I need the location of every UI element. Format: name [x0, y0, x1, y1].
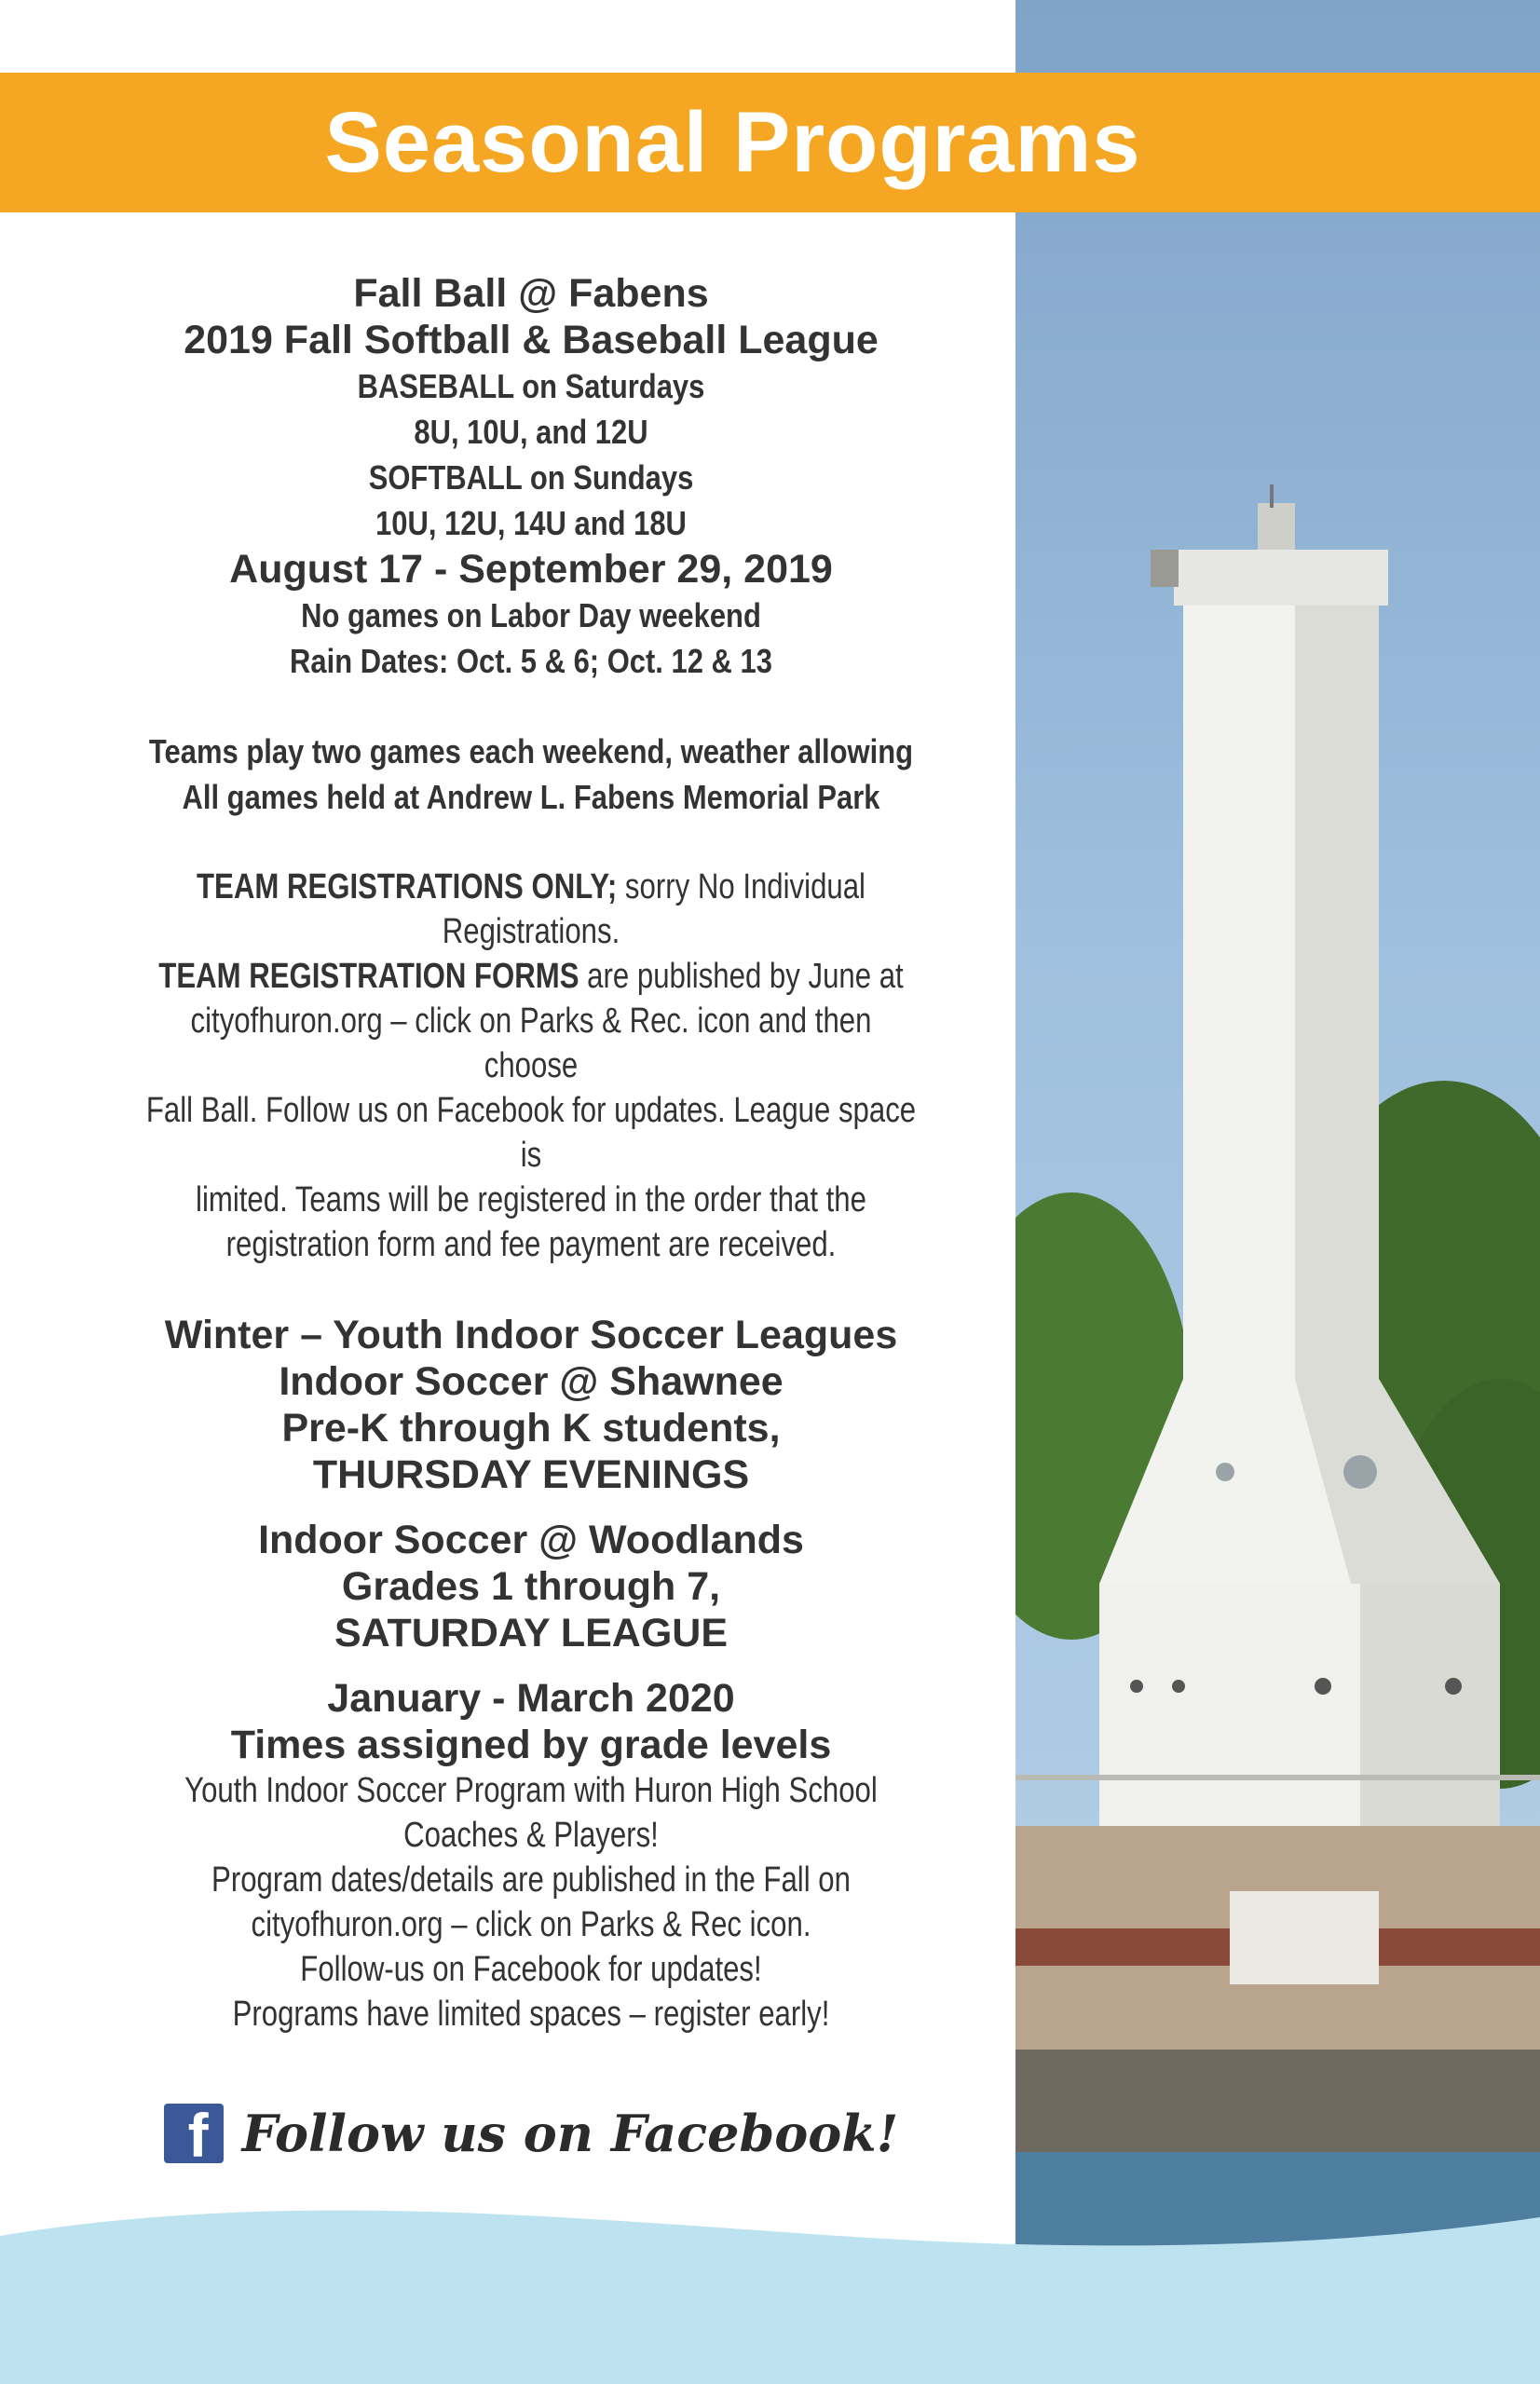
shawnee-grades: Pre-K through K students, [281, 1406, 781, 1451]
shawnee-title: Indoor Soccer @ Shawnee [279, 1359, 784, 1404]
baseball-ages: 8U, 10U, and 12U [414, 413, 648, 451]
baseball-day: BASEBALL on Saturdays [357, 367, 705, 405]
registration-line-5: limited. Teams will be registered in the order that the [196, 1180, 866, 1219]
registration-line-3: cityofhuron.org – click on Parks & Rec. icon and then choose [190, 1001, 872, 1085]
shawnee-day: THURSDAY EVENINGS [312, 1452, 750, 1497]
soccer-times: Times assigned by grade levels [230, 1723, 832, 1767]
program-details [56, 270, 1006, 2163]
woodlands-grades: Grades 1 through 7, [341, 1564, 721, 1609]
soccer-info-5: Follow-us on Facebook for updates! [300, 1950, 762, 1989]
page-title: Seasonal Programs [324, 94, 1141, 190]
bottom-wave [0, 2180, 1540, 2384]
team-registrations-only: TEAM REGISTRATIONS ONLY; [197, 867, 618, 906]
no-games-note: No games on Labor Day weekend [301, 596, 761, 634]
woodlands-day: SATURDAY LEAGUE [334, 1611, 729, 1655]
facebook-icon[interactable]: f [164, 2104, 224, 2163]
team-registration-forms: TEAM REGISTRATION FORMS [158, 957, 579, 996]
registration-line-2: TEAM REGISTRATION FORMS are published by June at [158, 957, 904, 996]
registration-line-6: registration form and fee payment are received. [225, 1225, 837, 1264]
woodlands-title: Indoor Soccer @ Woodlands [258, 1518, 804, 1562]
facebook-follow-text[interactable]: Follow us on Facebook! [241, 2104, 899, 2163]
soccer-info-4: cityofhuron.org – click on Parks & Rec icon. [251, 1905, 811, 1944]
winter-soccer-title: Winter – Youth Indoor Soccer Leagues [164, 1313, 898, 1357]
registration-line-4: Fall Ball. Follow us on Facebook for updates. League space is [145, 1091, 917, 1175]
soccer-info-2: Coaches & Players! [403, 1816, 659, 1855]
soccer-info-6: Programs have limited spaces – register early! [232, 1995, 830, 2034]
softball-ages: 10U, 12U, 14U and 18U [375, 504, 687, 542]
lighthouse-photo [1015, 0, 1540, 2384]
soccer-info-3: Program dates/details are published in the Fall on [211, 1860, 851, 1900]
soccer-dates: January - March 2020 [327, 1676, 735, 1721]
facebook-follow[interactable] [56, 2104, 1006, 2163]
park-location: All games held at Andrew L. Fabens Memorial Park [182, 778, 880, 816]
fall-ball-league: 2019 Fall Softball & Baseball League [184, 318, 879, 362]
softball-day: SOFTBALL on Sundays [368, 458, 694, 497]
soccer-info-1: Youth Indoor Soccer Program with Huron High School [184, 1771, 878, 1810]
fall-ball-title: Fall Ball @ Fabens [353, 271, 709, 316]
header-banner [0, 73, 1540, 212]
weekend-games-note: Teams play two games each weekend, weather allowing [148, 732, 914, 770]
fall-ball-dates: August 17 - September 29, 2019 [229, 547, 833, 592]
registration-line-1: TEAM REGISTRATIONS ONLY; sorry No Individual Registrations. [197, 867, 865, 951]
rain-dates: Rain Dates: Oct. 5 & 6; Oct. 12 & 13 [290, 642, 772, 680]
